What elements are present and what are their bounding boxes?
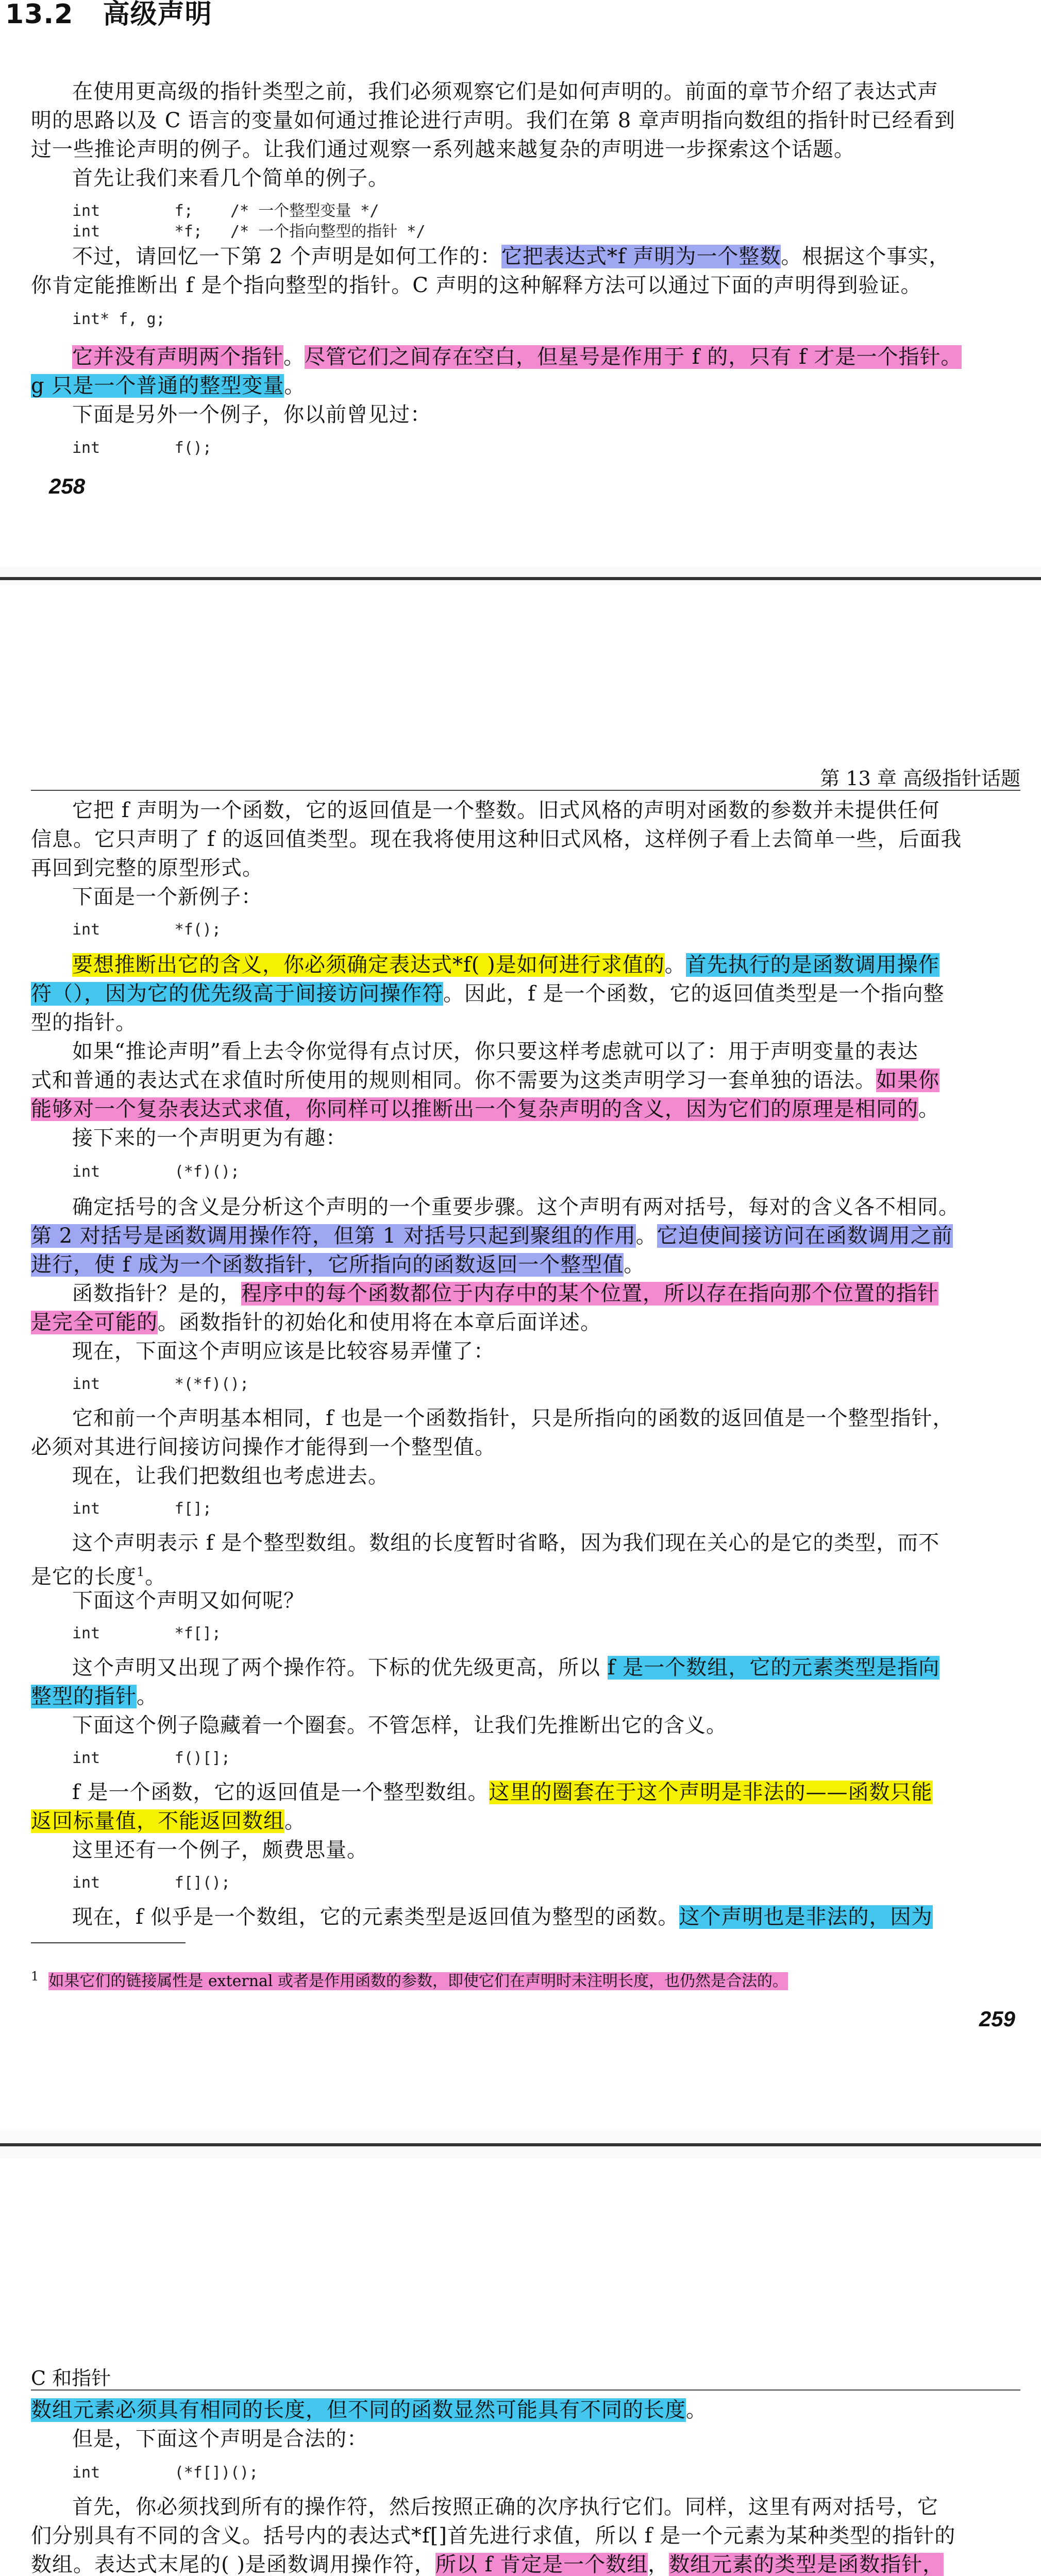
paragraph: 明的思路以及 C 语言的变量如何通过推论进行声明。我们在第 8 章声明指向数组的指针时已经看到 (31, 109, 955, 132)
paragraph: 必须对其进行间接访问操作才能得到一个整型值。 (31, 1435, 496, 1459)
code-block: int *(*f)(); (72, 1375, 249, 1393)
highlight: 它把表达式*f 声明为一个整数 (501, 245, 781, 268)
highlight: 进行，使 f 成为一个函数指针，它所指向的函数返回一个整型值 (31, 1253, 624, 1277)
paragraph: 这个声明表示 f 是个整型数组。数组的长度暂时省略，因为我们现在关心的是它的类型，而不 (72, 1531, 940, 1555)
page-separator (0, 577, 1041, 580)
code-block: int (*f[])(); (72, 2464, 259, 2482)
highlight: 要想推断出它的含义，你必须确定表达式*f( )是如何进行求值的 (72, 953, 665, 977)
paragraph: 首先让我们来看几个简单的例子。 (72, 166, 389, 190)
paragraph: 现在，下面这个声明应该是比较容易弄懂了： (72, 1340, 495, 1363)
code-block: int *f(); (72, 921, 221, 939)
paragraph: 确定括号的含义是分析这个声明的一个重要步骤。这个声明有两对括号，每对的含义各不相同。 (72, 1195, 960, 1219)
page-number: 259 (979, 2007, 1015, 2031)
footnote: $^1$ 如果它们的链接属性是 external 或者是作用函数的参数，即使它们在声明时未注明长度，也仍然是合法的。 (31, 1969, 788, 1990)
paragraph: 信息。它只声明了 f 的返回值类型。现在我将使用这种旧式风格，这样例子看上去简单一些，后面我 (31, 827, 962, 851)
code-block: int f[]; (72, 1500, 212, 1518)
highlight: 首先执行的是函数调用操作 (685, 953, 939, 977)
paragraph: g 只是一个普通的整型变量。 (31, 374, 306, 398)
paragraph: 现在，f 似乎是一个数组，它的元素类型是返回值为整型的函数。这个声明也是非法的，因为 (72, 1905, 933, 1929)
paragraph: 在使用更高级的指针类型之前，我们必须观察它们是如何声明的。前面的章节介绍了表达式声 (72, 80, 938, 104)
paragraph: 要想推断出它的含义，你必须确定表达式*f( )是如何进行求值的。首先执行的是函数调用操作 (72, 953, 939, 977)
paragraph: 这个声明又出现了两个操作符。下标的优先级更高，所以 f 是一个数组，它的元素类型是指向 (72, 1656, 940, 1680)
code-block: int *f[]; (72, 1624, 221, 1642)
paragraph: 这里还有一个例子，颇费思量。 (72, 1838, 368, 1862)
paragraph: 但是，下面这个声明是合法的： (72, 2427, 368, 2451)
highlight: g 只是一个普通的整型变量 (31, 374, 284, 398)
highlight: 是完全可能的 (31, 1311, 158, 1334)
highlight: 第 2 对括号是函数调用操作符，但第 1 对括号只起到聚组的作用 (31, 1224, 636, 1248)
paragraph: 下面这个例子隐藏着一个圈套。不管怎样，让我们先推断出它的含义。 (72, 1714, 727, 1737)
code-block: int f; /* 一个整型变量 */ int *f; /* 一个指向整型的指针 */ (72, 202, 426, 241)
highlight: 程序中的每个函数都位于内存中的某个位置，所以存在指向那个位置的指针 (241, 1282, 938, 1306)
highlight: 所以 f 肯定是一个数组 (435, 2553, 648, 2576)
page-number: 258 (49, 474, 86, 498)
paragraph: 下面是另外一个例子，你以前曾见过： (72, 403, 431, 427)
highlight: 能够对一个复杂表达式求值，你同样可以推断出一个复杂声明的含义，因为它们的原理是相同的 (31, 1097, 918, 1121)
paragraph: 是它的长度$^1$。 (31, 1565, 166, 1589)
code-block: int* f, g; (72, 310, 165, 328)
highlight: 它并没有声明两个指针 (72, 345, 283, 369)
page-260 (0, 2159, 1041, 2576)
paragraph: 们分别具有不同的含义。括号内的表达式*f[]首先进行求值，所以 f 是一个元素为某种类型的指针的 (31, 2524, 956, 2548)
code-block: int f()[]; (72, 1749, 231, 1767)
page-gap (0, 567, 1041, 585)
highlight: 如果它们的链接属性是 external 或者是作用函数的参数，即使它们在声明时未注明长度，也仍然是合法的。 (48, 1972, 788, 1990)
highlight: 尽管它们之间存在空白，但星号是作用于 f 的，只有 f 才是一个指针。 (305, 345, 962, 369)
paragraph: f 是一个函数，它的返回值是一个整型数组。这里的圈套在于这个声明是非法的——函数只能 (72, 1781, 933, 1804)
header-rule (31, 2389, 1020, 2391)
paragraph: 式和普通的表达式在求值时所使用的规则相同。你不需要为这类声明学习一套单独的语法。如果你 (31, 1069, 939, 1092)
highlight: 整型的指针 (31, 1685, 137, 1708)
highlight: 这个声明也是非法的，因为 (679, 1905, 933, 1929)
paragraph: 它把 f 声明为一个函数，它的返回值是一个整数。旧式风格的声明对函数的参数并未提供任何 (72, 799, 940, 822)
footnote-ref: 1 (137, 1565, 145, 1579)
paragraph: 是完全可能的。函数指针的初始化和使用将在本章后面详述。 (31, 1311, 601, 1334)
section-heading: 13.2 高级声明 (5, 0, 212, 30)
paragraph: 第 2 对括号是函数调用操作符，但第 1 对括号只起到聚组的作用。它迫使间接访问在函数调用之前 (31, 1224, 953, 1248)
paragraph: 它并没有声明两个指针。尽管它们之间存在空白，但星号是作用于 f 的，只有 f 才是一个指针。 (72, 345, 962, 369)
highlight: 这里的圈套在于这个声明是非法的——函数只能 (489, 1781, 933, 1804)
paragraph: 不过，请回忆一下第 2 个声明是如何工作的：它把表达式*f 声明为一个整数。根据这个事实， (72, 245, 950, 268)
paragraph: 数组元素必须具有相同的长度，但不同的函数显然可能具有不同的长度。 (31, 2398, 707, 2422)
highlight: 返回标量值，不能返回数组 (31, 1809, 284, 1833)
paragraph: 数组。表达式末尾的( )是函数调用操作符，所以 f 肯定是一个数组，数组元素的类型是函数指针， (31, 2553, 944, 2576)
paragraph: 下面是一个新例子： (72, 885, 262, 909)
page-259 (0, 585, 1041, 2130)
paragraph: 过一些推论声明的例子。让我们通过观察一系列越来越复杂的声明进一步探索这个话题。 (31, 138, 855, 161)
code-block: int (*f)(); (72, 1163, 240, 1181)
highlight: 数组元素的类型是函数指针， (669, 2553, 944, 2576)
paragraph: 型的指针。 (31, 1011, 137, 1035)
page-separator (0, 2143, 1041, 2146)
highlight: 它迫使间接访问在函数调用之前 (657, 1224, 953, 1248)
paragraph: 现在，让我们把数组也考虑进去。 (72, 1464, 389, 1488)
paragraph: 能够对一个复杂表达式求值，你同样可以推断出一个复杂声明的含义，因为它们的原理是相同的。 (31, 1097, 939, 1121)
page-258 (0, 0, 1041, 567)
highlight: 如果你 (876, 1069, 939, 1092)
paragraph: 你肯定能推断出 f 是个指向整型的指针。C 声明的这种解释方法可以通过下面的声明得到验证。 (31, 274, 922, 297)
highlight: 数组元素必须具有相同的长度，但不同的函数显然可能具有不同的长度 (31, 2398, 686, 2422)
paragraph: 下面这个声明又如何呢？ (72, 1589, 305, 1613)
highlight: 符（），因为它的优先级高于间接访问操作符 (31, 982, 443, 1006)
paragraph: 符（），因为它的优先级高于间接访问操作符。因此，f 是一个函数，它的返回值类型是一个指向整 (31, 982, 945, 1006)
running-header: C 和指针 (31, 2367, 111, 2389)
running-header: 第 13 章 高级指针话题 (820, 767, 1020, 790)
paragraph: 首先，你必须找到所有的操作符，然后按照正确的次序执行它们。同样，这里有两对括号，它 (72, 2495, 938, 2519)
paragraph: 接下来的一个声明更为有趣： (72, 1126, 347, 1150)
paragraph: 进行，使 f 成为一个函数指针，它所指向的函数返回一个整型值。 (31, 1253, 645, 1277)
paragraph: 整型的指针。 (31, 1685, 158, 1708)
paragraph: 函数指针？是的，程序中的每个函数都位于内存中的某个位置，所以存在指向那个位置的指针 (72, 1282, 938, 1306)
highlight: f 是一个数组，它的元素类型是指向 (607, 1656, 940, 1680)
header-rule (31, 790, 1020, 791)
code-block: int f(); (72, 439, 212, 457)
paragraph: 再回到完整的原型形式。 (31, 856, 263, 880)
paragraph: 如果“推论声明”看上去令你觉得有点讨厌，你只要这样考虑就可以了：用于声明变量的表达 (72, 1040, 918, 1063)
paragraph: 它和前一个声明基本相同，f 也是一个函数指针，只是所指向的函数的返回值是一个整型指针， (72, 1406, 954, 1430)
code-block: int f[](); (72, 1874, 231, 1892)
paragraph: 返回标量值，不能返回数组。 (31, 1809, 306, 1833)
footnote-rule (31, 1942, 186, 1943)
